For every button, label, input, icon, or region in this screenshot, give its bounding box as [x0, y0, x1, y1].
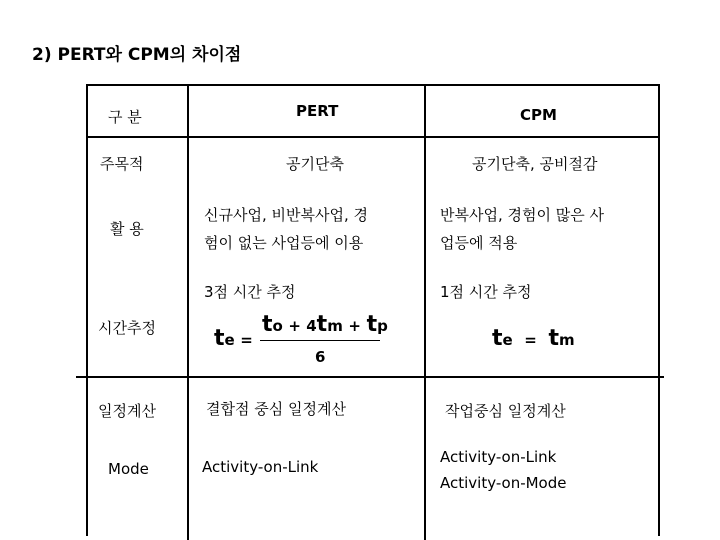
- row-purpose-pert: 공기단축: [286, 155, 344, 173]
- column-divider-1: [187, 84, 189, 540]
- pert-formula-numerator: to + 4tm + tp: [262, 312, 388, 337]
- row-schedule-label: 일정계산: [98, 402, 156, 420]
- row-time-cpm-note: 1점 시간 추정: [440, 283, 532, 301]
- row-schedule-pert: 결합점 중심 일정계산: [206, 400, 346, 418]
- row-purpose-label: 주목적: [100, 155, 144, 173]
- row-usage-cpm-line1: 반복사업, 경험이 많은 사: [440, 206, 604, 224]
- header-pert: PERT: [296, 102, 339, 120]
- row-purpose-cpm: 공기단축, 공비절감: [472, 155, 598, 173]
- time-row-divider: [76, 376, 664, 378]
- header-cpm: CPM: [520, 106, 557, 124]
- row-mode-cpm-line2: Activity-on-Mode: [440, 474, 567, 492]
- row-usage-label: 활 용: [110, 220, 144, 238]
- page-title: 2) PERT와 CPM의 차이점: [32, 45, 242, 65]
- row-mode-cpm-line1: Activity-on-Link: [440, 448, 557, 466]
- row-usage-cpm-line2: 업등에 적용: [440, 234, 518, 252]
- header-divider: [86, 136, 660, 138]
- row-time-pert-note: 3점 시간 추정: [204, 283, 296, 301]
- row-schedule-cpm: 작업중심 일정계산: [445, 402, 566, 420]
- pert-fraction-bar: [260, 340, 380, 341]
- comparison-table: [86, 84, 660, 536]
- row-usage-pert-line1: 신규사업, 비반복사업, 경: [204, 206, 368, 224]
- pert-formula-lhs: te =: [214, 326, 253, 351]
- row-usage-pert-line2: 험이 없는 사업등에 이용: [204, 234, 364, 252]
- row-mode-pert: Activity-on-Link: [202, 458, 319, 476]
- header-category: 구 분: [108, 108, 142, 126]
- row-time-label: 시간추정: [98, 319, 156, 337]
- pert-formula-denominator: 6: [315, 348, 326, 366]
- row-mode-label: Mode: [108, 460, 149, 478]
- column-divider-2: [424, 84, 426, 540]
- cpm-formula: te = tm: [492, 326, 575, 351]
